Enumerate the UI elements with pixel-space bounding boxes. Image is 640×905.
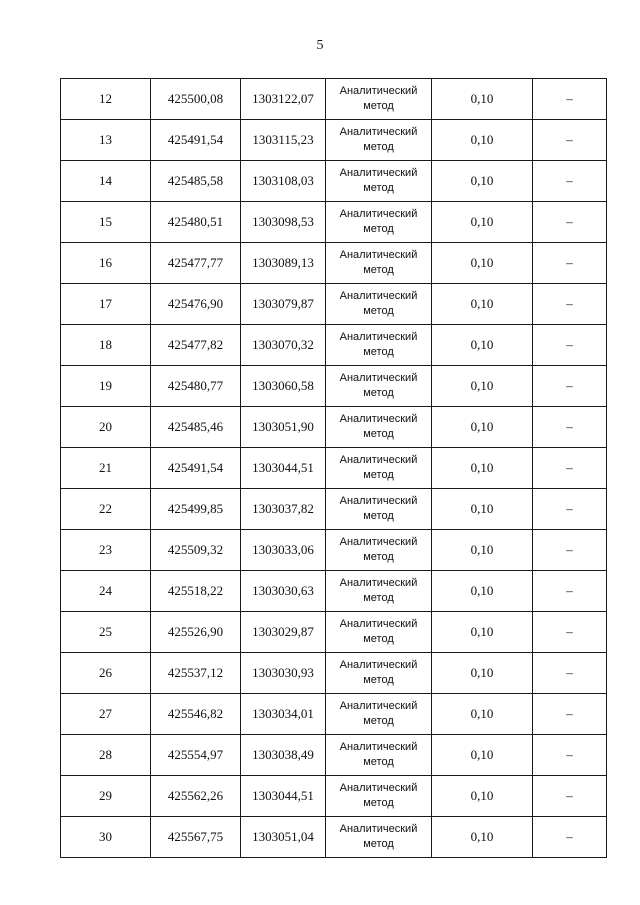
y-coordinate-cell: 1303034,01 xyxy=(241,694,326,735)
method-line-1: Аналитический xyxy=(339,167,418,179)
note-cell: – xyxy=(533,243,607,284)
point-number-cell: 21 xyxy=(61,448,151,489)
method-line-2: метод xyxy=(363,264,394,276)
accuracy-cell: 0,10 xyxy=(432,448,533,489)
note-cell: – xyxy=(533,325,607,366)
method-cell xyxy=(326,530,432,571)
x-coordinate-cell: 425546,82 xyxy=(151,694,241,735)
method-line-1: Аналитический xyxy=(339,372,418,384)
point-number-cell: 28 xyxy=(61,735,151,776)
x-coordinate-cell: 425480,77 xyxy=(151,366,241,407)
y-coordinate-cell: 1303051,90 xyxy=(241,407,326,448)
note-cell: – xyxy=(533,366,607,407)
accuracy-cell: 0,10 xyxy=(432,817,533,858)
method-line-2: метод xyxy=(363,674,394,686)
method-line-1: Аналитический xyxy=(339,577,418,589)
method-cell xyxy=(326,407,432,448)
method-line-1: Аналитический xyxy=(339,618,418,630)
point-number-cell: 22 xyxy=(61,489,151,530)
y-coordinate-cell: 1303044,51 xyxy=(241,776,326,817)
accuracy-cell: 0,10 xyxy=(432,735,533,776)
page-number: 5 xyxy=(316,38,324,53)
method-cell xyxy=(326,325,432,366)
method-cell xyxy=(326,489,432,530)
method-line-1: Аналитический xyxy=(339,823,418,835)
method-line-1: Аналитический xyxy=(339,126,418,138)
table-row xyxy=(61,653,607,694)
method-line-2: метод xyxy=(363,346,394,358)
method-line-2: метод xyxy=(363,141,394,153)
method-line-1: Аналитический xyxy=(339,249,418,261)
method-cell xyxy=(326,284,432,325)
point-number-cell: 13 xyxy=(61,120,151,161)
method-cell xyxy=(326,79,432,120)
y-coordinate-cell: 1303108,03 xyxy=(241,161,326,202)
point-number-cell: 15 xyxy=(61,202,151,243)
method-line-1: Аналитический xyxy=(339,536,418,548)
y-coordinate-cell: 1303060,58 xyxy=(241,366,326,407)
method-line-2: метод xyxy=(363,223,394,235)
y-coordinate-cell: 1303079,87 xyxy=(241,284,326,325)
point-number-cell: 23 xyxy=(61,530,151,571)
table-row xyxy=(61,571,607,612)
note-cell: – xyxy=(533,530,607,571)
accuracy-cell: 0,10 xyxy=(432,284,533,325)
x-coordinate-cell: 425477,77 xyxy=(151,243,241,284)
note-cell: – xyxy=(533,735,607,776)
point-number-cell: 17 xyxy=(61,284,151,325)
accuracy-cell: 0,10 xyxy=(432,489,533,530)
method-line-2: метод xyxy=(363,633,394,645)
x-coordinate-cell: 425476,90 xyxy=(151,284,241,325)
method-line-1: Аналитический xyxy=(339,290,418,302)
y-coordinate-cell: 1303115,23 xyxy=(241,120,326,161)
point-number-cell: 20 xyxy=(61,407,151,448)
method-cell xyxy=(326,817,432,858)
table-row xyxy=(61,817,607,858)
method-line-2: метод xyxy=(363,510,394,522)
x-coordinate-cell: 425485,58 xyxy=(151,161,241,202)
x-coordinate-cell: 425518,22 xyxy=(151,571,241,612)
table-row xyxy=(61,530,607,571)
y-coordinate-cell: 1303098,53 xyxy=(241,202,326,243)
table-row xyxy=(61,120,607,161)
method-cell xyxy=(326,448,432,489)
note-cell: – xyxy=(533,79,607,120)
table-row xyxy=(61,694,607,735)
note-cell: – xyxy=(533,120,607,161)
method-cell xyxy=(326,776,432,817)
method-line-1: Аналитический xyxy=(339,85,418,97)
method-line-2: метод xyxy=(363,797,394,809)
table-row xyxy=(61,79,607,120)
table-row xyxy=(61,161,607,202)
table-row xyxy=(61,489,607,530)
note-cell: – xyxy=(533,407,607,448)
y-coordinate-cell: 1303122,07 xyxy=(241,79,326,120)
x-coordinate-cell: 425509,32 xyxy=(151,530,241,571)
y-coordinate-cell: 1303038,49 xyxy=(241,735,326,776)
y-coordinate-cell: 1303070,32 xyxy=(241,325,326,366)
accuracy-cell: 0,10 xyxy=(432,243,533,284)
method-line-1: Аналитический xyxy=(339,495,418,507)
accuracy-cell: 0,10 xyxy=(432,120,533,161)
table-row xyxy=(61,407,607,448)
point-number-cell: 30 xyxy=(61,817,151,858)
accuracy-cell: 0,10 xyxy=(432,366,533,407)
method-line-2: метод xyxy=(363,551,394,563)
note-cell: – xyxy=(533,653,607,694)
method-line-1: Аналитический xyxy=(339,331,418,343)
method-line-2: метод xyxy=(363,592,394,604)
point-number-cell: 29 xyxy=(61,776,151,817)
accuracy-cell: 0,10 xyxy=(432,161,533,202)
note-cell: – xyxy=(533,694,607,735)
accuracy-cell: 0,10 xyxy=(432,571,533,612)
method-line-2: метод xyxy=(363,838,394,850)
method-cell xyxy=(326,243,432,284)
point-number-cell: 24 xyxy=(61,571,151,612)
table-row xyxy=(61,325,607,366)
accuracy-cell: 0,10 xyxy=(432,694,533,735)
note-cell: – xyxy=(533,776,607,817)
x-coordinate-cell: 425500,08 xyxy=(151,79,241,120)
point-number-cell: 14 xyxy=(61,161,151,202)
table-row xyxy=(61,448,607,489)
accuracy-cell: 0,10 xyxy=(432,612,533,653)
point-number-cell: 18 xyxy=(61,325,151,366)
table-row xyxy=(61,612,607,653)
method-line-1: Аналитический xyxy=(339,782,418,794)
method-line-2: метод xyxy=(363,387,394,399)
method-line-2: метод xyxy=(363,182,394,194)
note-cell: – xyxy=(533,571,607,612)
note-cell: – xyxy=(533,489,607,530)
y-coordinate-cell: 1303030,93 xyxy=(241,653,326,694)
y-coordinate-cell: 1303037,82 xyxy=(241,489,326,530)
accuracy-cell: 0,10 xyxy=(432,79,533,120)
accuracy-cell: 0,10 xyxy=(432,776,533,817)
x-coordinate-cell: 425526,90 xyxy=(151,612,241,653)
note-cell: – xyxy=(533,612,607,653)
point-number-cell: 25 xyxy=(61,612,151,653)
table-row xyxy=(61,243,607,284)
x-coordinate-cell: 425537,12 xyxy=(151,653,241,694)
x-coordinate-cell: 425499,85 xyxy=(151,489,241,530)
point-number-cell: 26 xyxy=(61,653,151,694)
table-row xyxy=(61,776,607,817)
method-line-1: Аналитический xyxy=(339,454,418,466)
x-coordinate-cell: 425554,97 xyxy=(151,735,241,776)
x-coordinate-cell: 425480,51 xyxy=(151,202,241,243)
y-coordinate-cell: 1303051,04 xyxy=(241,817,326,858)
method-line-1: Аналитический xyxy=(339,741,418,753)
table-row xyxy=(61,284,607,325)
accuracy-cell: 0,10 xyxy=(432,325,533,366)
note-cell: – xyxy=(533,161,607,202)
accuracy-cell: 0,10 xyxy=(432,653,533,694)
coordinates-table xyxy=(60,78,607,858)
method-line-2: метод xyxy=(363,756,394,768)
method-line-1: Аналитический xyxy=(339,413,418,425)
method-line-2: метод xyxy=(363,715,394,727)
method-line-2: метод xyxy=(363,305,394,317)
y-coordinate-cell: 1303089,13 xyxy=(241,243,326,284)
x-coordinate-cell: 425491,54 xyxy=(151,448,241,489)
y-coordinate-cell: 1303033,06 xyxy=(241,530,326,571)
y-coordinate-cell: 1303029,87 xyxy=(241,612,326,653)
x-coordinate-cell: 425477,82 xyxy=(151,325,241,366)
note-cell: – xyxy=(533,284,607,325)
x-coordinate-cell: 425491,54 xyxy=(151,120,241,161)
method-cell xyxy=(326,735,432,776)
point-number-cell: 12 xyxy=(61,79,151,120)
y-coordinate-cell: 1303030,63 xyxy=(241,571,326,612)
point-number-cell: 16 xyxy=(61,243,151,284)
method-cell xyxy=(326,120,432,161)
x-coordinate-cell: 425485,46 xyxy=(151,407,241,448)
method-line-1: Аналитический xyxy=(339,208,418,220)
method-line-2: метод xyxy=(363,469,394,481)
accuracy-cell: 0,10 xyxy=(432,530,533,571)
point-number-cell: 27 xyxy=(61,694,151,735)
accuracy-cell: 0,10 xyxy=(432,202,533,243)
method-cell xyxy=(326,202,432,243)
method-line-2: метод xyxy=(363,428,394,440)
method-line-1: Аналитический xyxy=(339,659,418,671)
x-coordinate-cell: 425567,75 xyxy=(151,817,241,858)
method-line-1: Аналитический xyxy=(339,700,418,712)
method-cell xyxy=(326,366,432,407)
coordinates-table-body xyxy=(61,79,607,858)
y-coordinate-cell: 1303044,51 xyxy=(241,448,326,489)
method-line-2: метод xyxy=(363,100,394,112)
point-number-cell: 19 xyxy=(61,366,151,407)
note-cell: – xyxy=(533,202,607,243)
method-cell xyxy=(326,571,432,612)
table-row xyxy=(61,366,607,407)
note-cell: – xyxy=(533,448,607,489)
method-cell xyxy=(326,694,432,735)
table-row xyxy=(61,202,607,243)
method-cell xyxy=(326,653,432,694)
x-coordinate-cell: 425562,26 xyxy=(151,776,241,817)
accuracy-cell: 0,10 xyxy=(432,407,533,448)
method-cell xyxy=(326,161,432,202)
table-row xyxy=(61,735,607,776)
note-cell: – xyxy=(533,817,607,858)
method-cell xyxy=(326,612,432,653)
